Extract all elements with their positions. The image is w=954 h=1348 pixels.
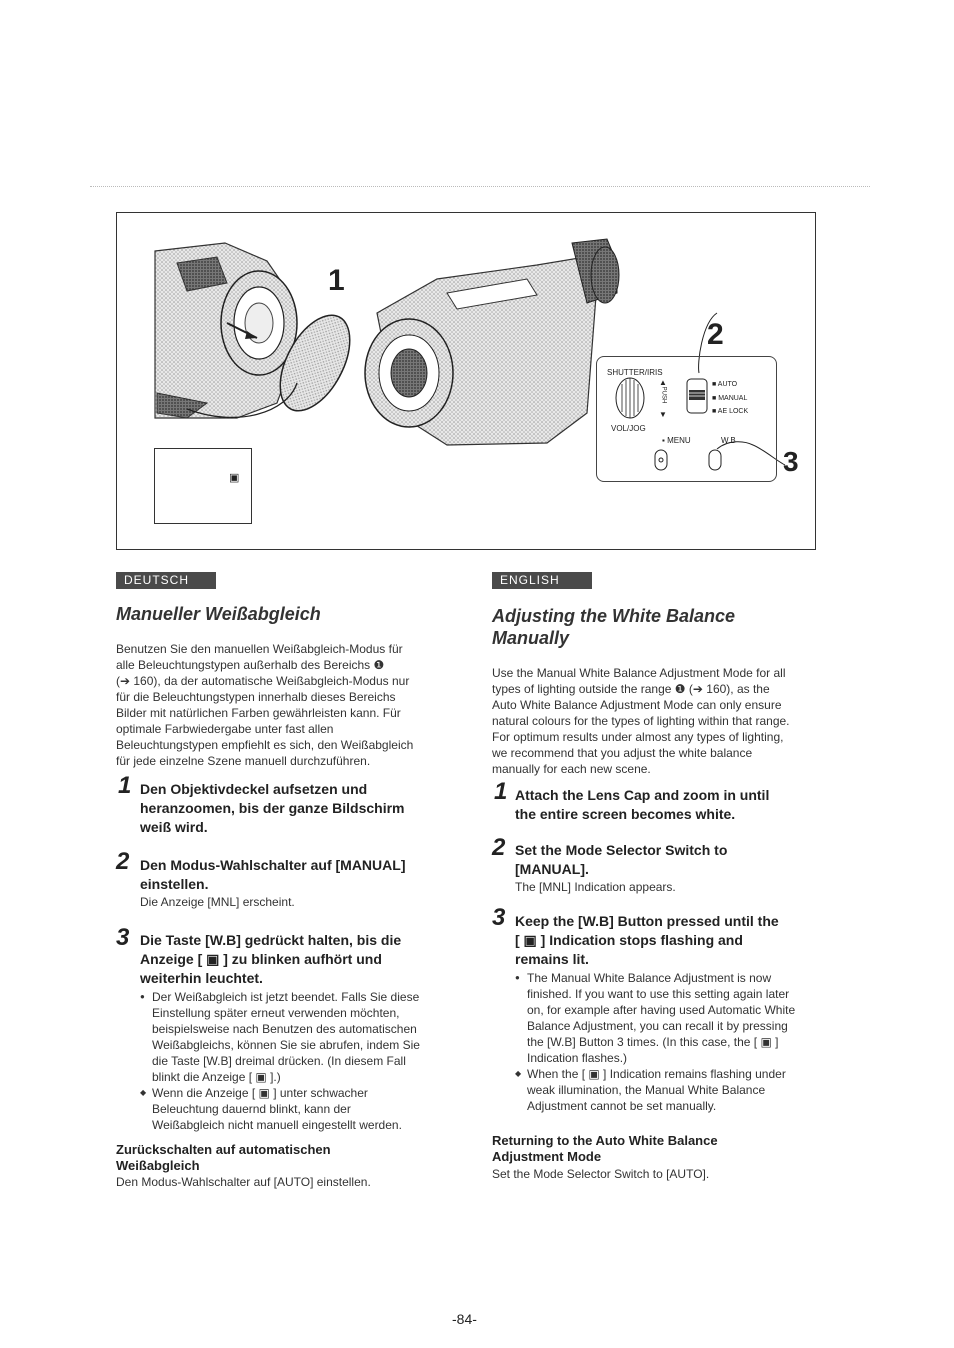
bullet-de-1 xyxy=(140,989,450,1085)
menu-text: MENU xyxy=(667,436,691,445)
bullet-en-1-line: The Manual White Balance Adjustment is now xyxy=(527,971,772,985)
bullet-de-1-line: beispielsweise nach Benutzen des automatischen xyxy=(152,1022,417,1036)
step-en-2 xyxy=(515,841,825,879)
figure-step-1: 1 xyxy=(328,264,345,297)
intro-de-line: für jede einzelne Szene manuell durchzuführen. xyxy=(116,754,371,768)
section-title-de: Manueller Weißabgleich xyxy=(116,604,321,624)
bullet-diamond-icon: ◆ xyxy=(140,1088,147,1097)
intro-en xyxy=(492,665,822,777)
mode-auto-label: ■ AUTO xyxy=(712,381,738,388)
mode-auto-text: AUTO xyxy=(717,381,738,388)
intro-de-line: optimale Farbwiedergabe unter fast allen xyxy=(116,722,334,736)
section-title-en-line: Adjusting the White Balance xyxy=(492,606,736,626)
bullet-en-2 xyxy=(515,1066,825,1114)
figure-step-2: 2 xyxy=(707,318,724,351)
subtext-en: Set the Mode Selector Switch to [AUTO]. xyxy=(492,1167,710,1181)
subhead-en-line: Adjustment Mode xyxy=(492,1149,602,1164)
menu-button-icon xyxy=(654,449,668,471)
step-number-en-2: 2 xyxy=(492,834,506,861)
mode-manual-label: ■ MANUAL xyxy=(712,395,748,402)
intro-de-line: für die Beleuchtungstypen innerhalb dieses Bereichs xyxy=(116,690,396,704)
bullet-en-1-line: on, for example after having used Automatic White xyxy=(527,1003,796,1017)
shutter-iris-label: SHUTTER/IRIS xyxy=(607,368,663,377)
bullet-de-2-line: Beleuchtung dauernd blinkt, kann der xyxy=(152,1102,351,1116)
top-rule xyxy=(90,186,870,187)
step-en-3-line: Keep the [W.B] Button pressed until the xyxy=(515,913,779,929)
up-arrow-icon: ▲ xyxy=(659,378,667,387)
intro-en-line: Auto White Balance Adjustment Mode can only ensure xyxy=(492,698,782,712)
bullet-en-1-line: Balance Adjustment, you can recall it by pressing xyxy=(527,1019,788,1033)
subhead-de-line: Weißabgleich xyxy=(116,1158,200,1173)
subhead-en-line: Returning to the Auto White Balance xyxy=(492,1133,718,1148)
intro-en-line: we recommend that you adjust the white balance xyxy=(492,746,753,760)
language-tag-deutsch: DEUTSCH xyxy=(116,572,216,589)
bullet-en-2-line: Adjustment cannot be set manually. xyxy=(527,1099,717,1113)
intro-de-line: Beleuchtungstypen empfiehlt es sich, den Weißabgleich xyxy=(116,738,414,752)
section-title-en-line: Manually xyxy=(492,628,570,648)
section-title-en xyxy=(492,605,735,649)
right-camera xyxy=(365,239,619,445)
bullet-en-1 xyxy=(515,970,825,1066)
intro-de-line: Benutzen Sie den manuellen Weißabgleich-Modus für xyxy=(116,642,403,656)
bullet-de-1-line: Weißabgleichs, können Sie sie abrufen, indem Sie xyxy=(152,1038,420,1052)
down-arrow-icon: ▼ xyxy=(659,410,667,419)
figure-step-3: 3 xyxy=(783,446,799,477)
intro-de-line: alle Beleuchtungstypen außerhalb des Bereichs ❶ xyxy=(116,658,385,672)
step-de-1-line: heranzoomen, bis der ganze Bildschirm xyxy=(140,800,405,816)
step-en-2-line: Set the Mode Selector Switch to xyxy=(515,842,728,858)
step-de-3 xyxy=(140,931,450,988)
step-en-2-note: The [MNL] Indication appears. xyxy=(515,880,676,894)
step-number-en-1: 1 xyxy=(494,778,508,805)
step-de-3-line: Anzeige [ ▣ ] zu blinken aufhört und xyxy=(140,951,382,967)
bullet-en-1-line: Indication flashes.) xyxy=(527,1051,628,1065)
bullet-en-2-line: weak illumination, the Manual White Balance xyxy=(527,1083,766,1097)
step-de-2-line: Den Modus-Wahlschalter auf [MANUAL] xyxy=(140,857,406,873)
step-de-1 xyxy=(140,780,450,837)
bullet-de-1-line: die Taste [W.B] dreimal drücken. (In diesem Fall xyxy=(152,1054,406,1068)
step-number-de-2: 2 xyxy=(116,848,130,875)
step-de-2-line: einstellen. xyxy=(140,876,209,892)
intro-de-line: (➔ 160), da der automatische Weißabgleich-Modus nur xyxy=(116,674,410,688)
push-label: PUSH xyxy=(660,386,667,404)
step-en-1-line: the entire screen becomes white. xyxy=(515,806,736,822)
subtext-de: Den Modus-Wahlschalter auf [AUTO] einstellen. xyxy=(116,1175,371,1189)
bullets-en xyxy=(515,970,825,1114)
intro-en-line: types of lighting outside the range ❶ (➔ 160), as the xyxy=(492,682,770,696)
bullet-en-2-line: When the [ ▣ ] Indication remains flashing under xyxy=(527,1067,786,1081)
mode-selector-switch-icon xyxy=(686,378,708,414)
intro-en-line: For optimum results under almost any types of lighting, xyxy=(492,730,784,744)
viewfinder-screen xyxy=(154,448,252,524)
bullet-diamond-icon: ◆ xyxy=(515,1069,522,1078)
bullet-de-1-line: Einstellung später erneut verwenden möchten, xyxy=(152,1006,400,1020)
subhead-de xyxy=(116,1142,331,1174)
bullet-de-1-line: blinkt die Anzeige [ ▣ ].) xyxy=(152,1070,281,1084)
subhead-de-line: Zurückschalten auf automatischen xyxy=(116,1142,331,1157)
menu-label: ▪ MENU xyxy=(662,436,691,445)
bullet-dot-icon: ● xyxy=(515,973,520,982)
wb-label: W.B xyxy=(721,436,736,445)
bullet-de-1-line: Der Weißabgleich ist jetzt beendet. Falls Sie diese xyxy=(152,990,420,1004)
step-de-2 xyxy=(140,856,450,894)
intro-de-line: Bilder mit natürlichen Farben gewährleisten kann. Für xyxy=(116,706,401,720)
step-de-3-line: weiterhin leuchtet. xyxy=(140,970,263,986)
subhead-en xyxy=(492,1133,718,1165)
step-number-de-1: 1 xyxy=(118,772,132,799)
step-de-3-line: Die Taste [W.B] gedrückt halten, bis die xyxy=(140,932,402,948)
step-de-1-line: Den Objektivdeckel aufsetzen und xyxy=(140,781,368,797)
mode-aelock-text: AE LOCK xyxy=(717,408,749,415)
intro-en-line: natural colours for the types of lighting within that range. xyxy=(492,714,790,728)
step-en-3-line: remains lit. xyxy=(515,951,589,967)
bullet-dot-icon: ● xyxy=(140,992,145,1001)
bullet-de-2-line: Weißabgleich nicht manuell eingestellt werden. xyxy=(152,1118,402,1132)
step-number-de-3: 3 xyxy=(116,924,130,951)
step-en-3 xyxy=(515,912,825,969)
vol-jog-label: VOL/JOG xyxy=(611,424,646,433)
bullet-en-1-line: the [W.B] Button 3 times. (In this case, the [ ▣ ] xyxy=(527,1035,779,1049)
step-en-1 xyxy=(515,786,825,824)
intro-en-line: manually for each new scene. xyxy=(492,762,651,776)
step-en-1-line: Attach the Lens Cap and zoom in until xyxy=(515,787,770,803)
bullet-en-1-line: finished. If you want to use this setting again later xyxy=(527,987,790,1001)
bullet-de-2 xyxy=(140,1085,450,1133)
step-number-en-3: 3 xyxy=(492,904,506,931)
left-camera xyxy=(155,243,297,418)
intro-de xyxy=(116,641,446,769)
jog-dial-icon xyxy=(612,376,648,420)
step-en-3-line: [ ▣ ] Indication stops flashing and xyxy=(515,932,743,948)
step-de-1-line: weiß wird. xyxy=(140,819,208,835)
step-en-2-line: [MANUAL]. xyxy=(515,861,589,877)
intro-en-line: Use the Manual White Balance Adjustment Mode for all xyxy=(492,666,786,680)
language-tag-english: ENGLISH xyxy=(492,572,592,589)
step-de-2-note: Die Anzeige [MNL] erscheint. xyxy=(140,895,295,909)
bullets-de xyxy=(140,989,450,1133)
mode-aelock-label: ■ AE LOCK xyxy=(712,408,749,415)
bullet-de-2-line: Wenn die Anzeige [ ▣ ] unter schwacher xyxy=(152,1086,368,1100)
page-number: -84- xyxy=(452,1311,477,1327)
manual-wb-indicator-icon: ▣ xyxy=(229,472,240,484)
wb-button-icon xyxy=(708,449,722,471)
mode-manual-text: MANUAL xyxy=(718,395,748,402)
